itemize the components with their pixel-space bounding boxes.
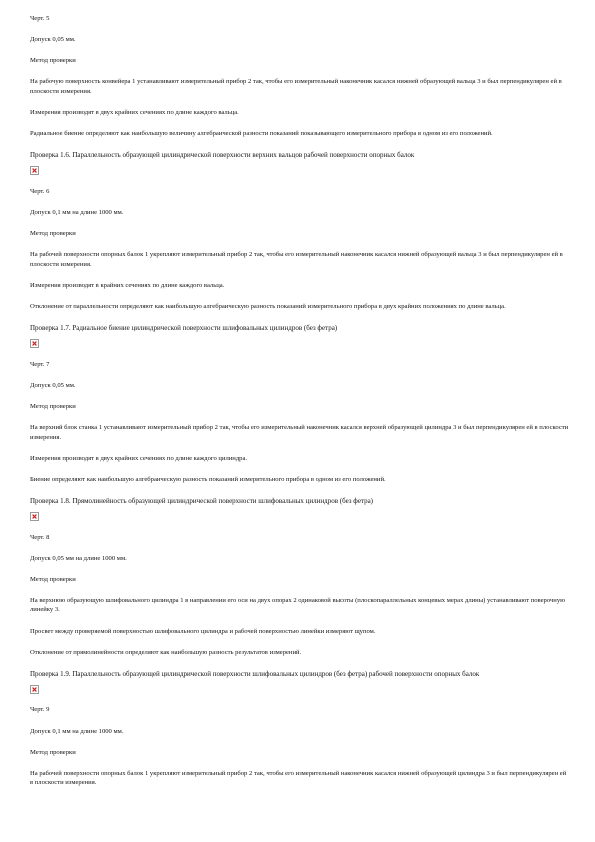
paragraph: Измерения производят в двух крайних сечениях по длине каждого вальца. [30, 108, 239, 116]
paragraph: На рабочей поверхности опорных балок 1 укрепляют измерительный прибор 2 так, чтобы его измерительный наконечник касался нижней образующей вальца 3 и был перпендикулярен ей в плоскости измерения. [30, 251, 563, 268]
broken-image-icon [30, 339, 39, 348]
tolerance-text: Допуск 0,1 мм на длине 1000 мм. [30, 727, 124, 735]
broken-image-icon [30, 166, 39, 175]
document-page [30, 14, 570, 799]
paragraph: Отклонение от прямолинейности определяют как наибольшую разность результатов измерений. [30, 648, 302, 656]
broken-image-icon [30, 685, 39, 694]
broken-image-icon [30, 512, 39, 521]
method-heading: Метод проверки [30, 575, 76, 583]
figure-caption: Черт. 9 [30, 706, 50, 714]
paragraph: Измерения производят в крайних сечениях по длине каждого вальца. [30, 281, 225, 289]
paragraph: Измерения производят в двух крайних сечениях по длине каждого цилиндра. [30, 454, 248, 462]
tolerance-text: Допуск 0,05 мм. [30, 381, 76, 389]
figure-caption: Черт. 8 [30, 533, 50, 541]
check-heading: Проверка 1.6. Параллельность образующей цилиндрической поверхности верхних вальцов рабочей поверхности опорных балок [30, 151, 415, 160]
figure-caption: Черт. 5 [30, 15, 50, 22]
paragraph: На рабочую поверхность конвейера 1 устанавливают измерительный прибор 2 так, чтобы его измерительный наконечник касался нижней образующей вальца 3 и был перпендикулярен ей в плоскости измерения. [30, 78, 562, 95]
paragraph: На верхнюю образующую шлифовального цилиндра 1 в направлении его оси на двух опорах 2 одинаковой высоты (плоскопараллельных концевых мерах длины) устанавливают поверочную линейку 3. [30, 596, 566, 614]
paragraph: На рабочей поверхности опорных балок 1 укрепляют измерительный прибор 2 так, чтобы его измерительный наконечник касался нижней образующей цилиндра 3 и был перпендикулярен ей в плоскости измерения. [30, 769, 567, 787]
tolerance-text: Допуск 0,1 мм на длине 1000 мм. [30, 208, 124, 216]
method-heading: Метод проверки [30, 748, 76, 756]
paragraph: Отклонение от параллельности определяют как наибольшую алгебраическую разность показаний измерительного прибора в двух крайних положениях по длине вальца. [30, 302, 506, 310]
tolerance-text: Допуск 0,05 мм на длине 1000 мм. [30, 554, 127, 562]
paragraph: Радиальное биение определяют как наибольшую величину алгебраической разности показаний показывающего измерительного прибора в одном из его положений. [30, 130, 493, 138]
check-heading: Проверка 1.7. Радиальное биение цилиндрической поверхности шлифовальных цилиндров (без фетра) [30, 324, 338, 333]
figure-caption: Черт. 7 [30, 360, 50, 368]
method-heading: Метод проверки [30, 402, 76, 410]
paragraph: На верхний блок станка 1 устанавливают измерительный прибор 2 так, чтобы его измерительный наконечник касался верхней образующей цилиндра 3 и был перпендикулярен ей в плоскости измерения. [30, 424, 569, 441]
method-heading: Метод проверки [30, 57, 76, 65]
paragraph: Биение определяют как наибольшую алгебраическую разность показаний измерительного прибора в одном из его положений. [30, 475, 386, 483]
check-heading: Проверка 1.9. Параллельность образующей цилиндрической поверхности шлифовальных цилиндров (без фетра) рабочей поверхности опорных балок [30, 669, 480, 678]
tolerance-text: Допуск 0,05 мм. [30, 36, 76, 44]
method-heading: Метод проверки [30, 230, 76, 238]
check-heading: Проверка 1.8. Прямолинейность образующей цилиндрической поверхности шлифовальных цилиндров (без фетра) [30, 496, 374, 505]
figure-caption: Черт. 6 [30, 187, 50, 195]
paragraph: Просвет между проверяемой поверхностью шлифовального цилиндра и рабочей поверхностью линейки измеряют щупом. [30, 627, 376, 635]
